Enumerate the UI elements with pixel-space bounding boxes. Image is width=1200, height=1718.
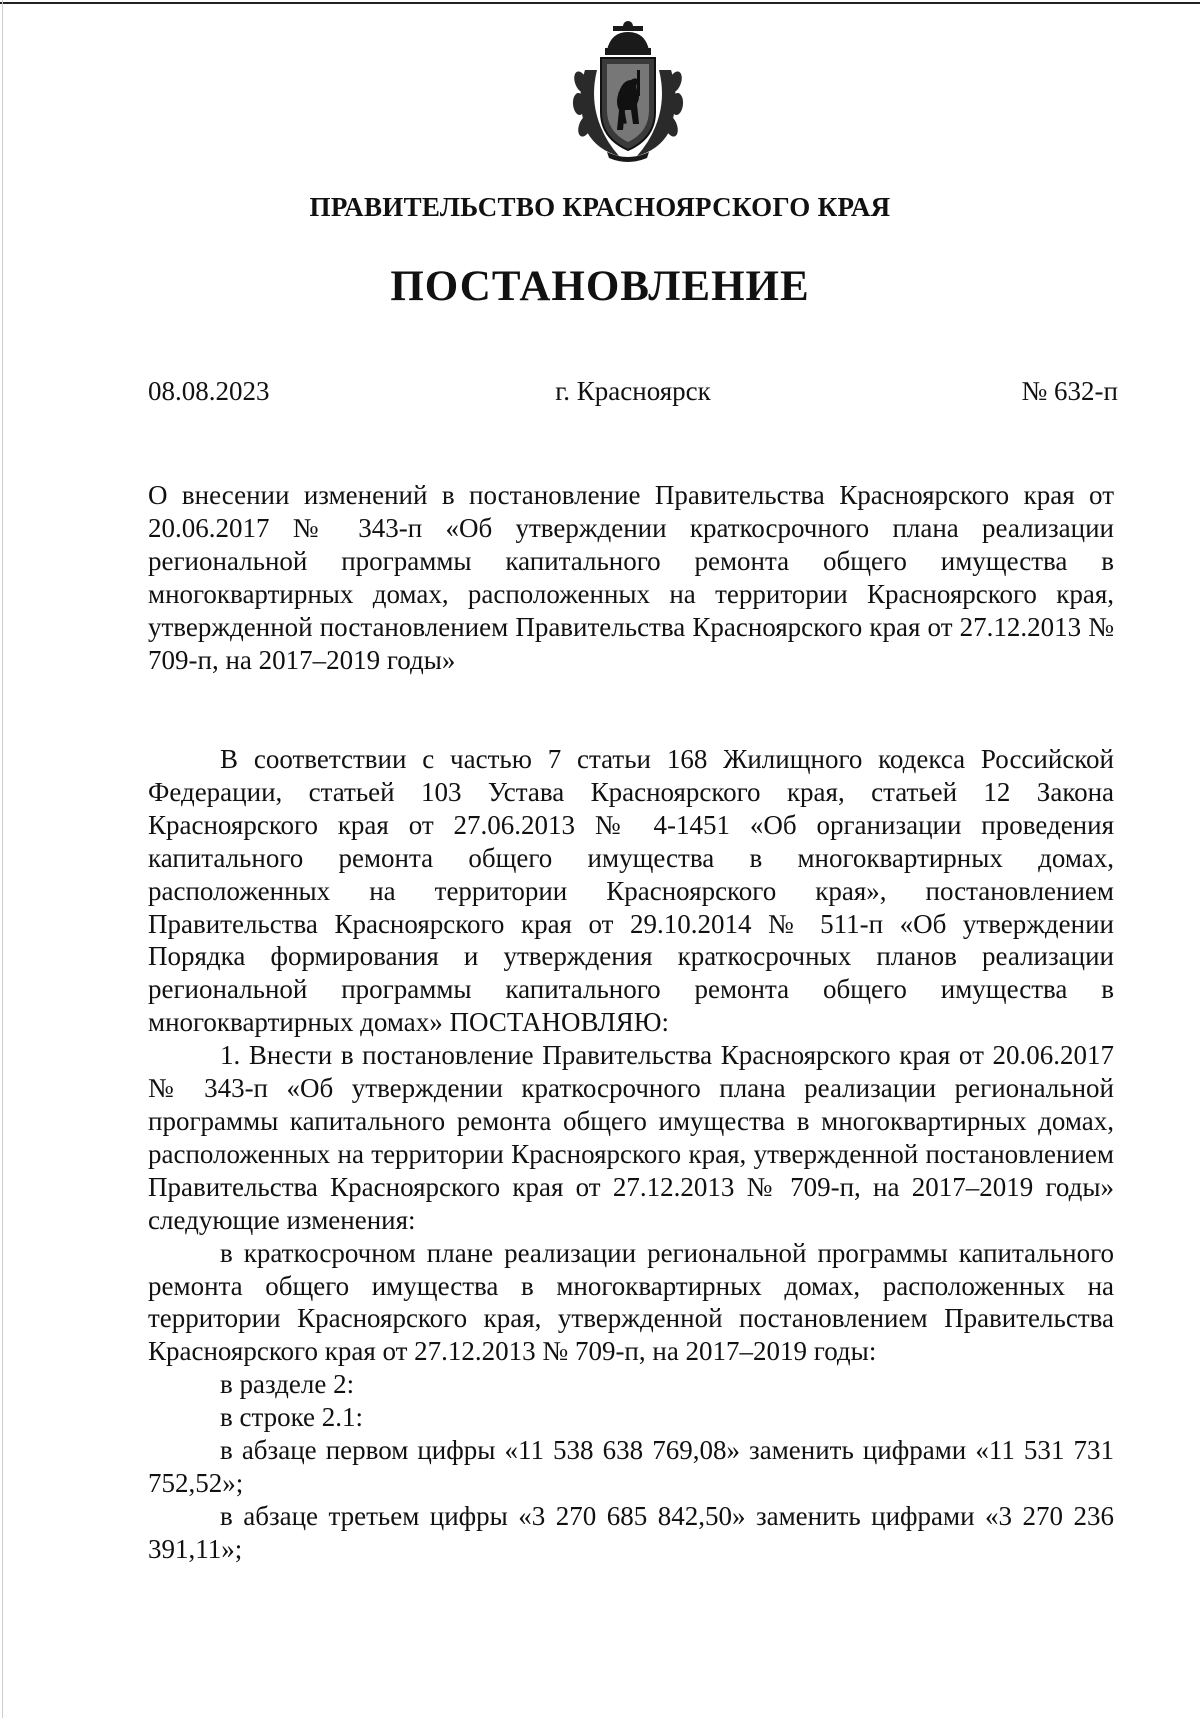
coat-of-arms-icon xyxy=(567,20,689,162)
document-meta-row xyxy=(148,376,1118,410)
plan-paragraph: в краткосрочном плане реализации региональной программы капитального ремонта общего имущества в многоквартирных домах, расположенных на территории Красноярского края, утвержденной постановлением Правительства Красноярского края от 27.12.2013 № 709-п, на 2017–2019 годы: xyxy=(148,1237,1114,1367)
first-paragraph-change: в абзаце первом цифры «11 538 638 769,08» заменить цифрами «11 531 731 752,52»; xyxy=(148,1435,1114,1498)
third-paragraph-change: в абзаце третьем цифры «3 270 685 842,50» заменить цифрами «3 270 236 391,11»; xyxy=(148,1500,1114,1564)
document-date: 08.08.2023 xyxy=(148,376,270,406)
document-body xyxy=(148,743,1114,1566)
item-1-paragraph: 1. Внести в постановление Правительства Красноярского края от 20.06.2017 № 343-п «Об утверждении краткосрочного плана реализации региональной программы капитального ремонта общего имущества в многоквартирных домах, расположенных на территории Красноярского края, утвержденной постановлением Правительства Красноярского края от 27.12.2013 № 709-п, на 2017–2019 годы» следующие изменения: xyxy=(148,1040,1114,1235)
document-city: г. Красноярск xyxy=(555,376,711,406)
row-paragraph: в строке 2.1: xyxy=(220,1402,364,1433)
document-number: № 632-п xyxy=(1021,376,1118,406)
preamble-paragraph: В соответствии с частью 7 статьи 168 Жилищного кодекса Российской Федерации, статьей 103 Устава Красноярского края, статьей 12 Закона Красноярского края от 27.06.2013 № 4-1451 «Об организации проведения капитального ремонта общего имущества в многоквартирных домах, расположенных на территории Красноярского края», постановлением Правительства Красноярского края от 29.10.2014 № 511-п «Об утверждении Порядка формирования и утверждения краткосрочных планов реализации региональной программы капитального ремонта общего имущества в многоквартирных домах» ПОСТАНОВЛЯЮ: xyxy=(148,744,1114,1038)
page-left-edge xyxy=(2,0,3,1718)
document-type-heading: ПОСТАНОВЛЕНИЕ xyxy=(390,263,810,310)
page-top-edge xyxy=(0,2,1200,4)
document-subject xyxy=(148,479,1114,676)
subject-text: О внесении изменений в постановление Правительства Красноярского края от 20.06.2017 № 343-п «Об утверждении краткосрочного плана реализации региональной программы капитального ремонта общего имущества в многоквартирных домах, расположенных на территории Красноярского края, утвержденной постановлением Правительства Красноярского края от 27.12.2013 № 709-п, на 2017–2019 годы» xyxy=(148,480,1114,675)
section-paragraph: в разделе 2: xyxy=(220,1369,355,1400)
organization-title: ПРАВИТЕЛЬСТВО КРАСНОЯРСКОГО КРАЯ xyxy=(309,192,891,222)
